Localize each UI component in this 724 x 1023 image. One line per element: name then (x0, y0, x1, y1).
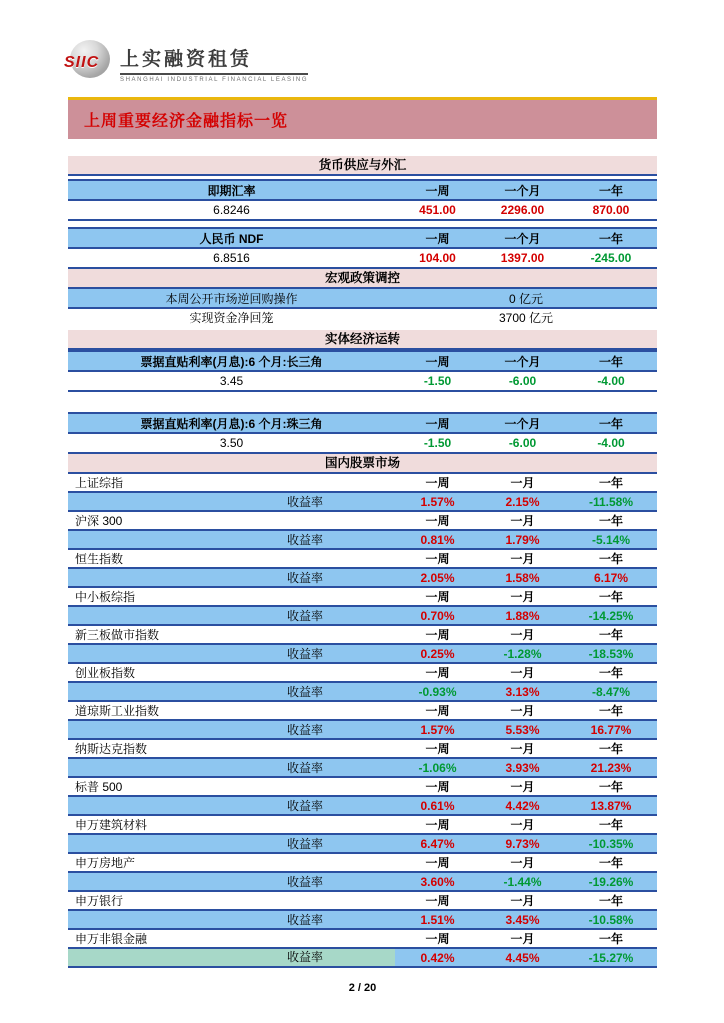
period-header: 一月 (510, 666, 535, 680)
yield-value: 1.79% (505, 532, 540, 547)
indicator-label: 票据直贴利率(月息):6 个月:长三角 (140, 354, 323, 369)
period-header: 一年 (598, 552, 623, 566)
period-header: 一年 (598, 354, 623, 369)
current-value: 3.50 (219, 436, 244, 450)
page-number: 2 / 20 (348, 982, 377, 994)
period-header: 一周 (425, 932, 450, 946)
period-header: 一月 (510, 932, 535, 946)
period-header: 一年 (598, 818, 623, 832)
siic-globe-icon (64, 40, 110, 78)
kv-row (68, 309, 657, 326)
period-header: 一年 (598, 590, 623, 604)
period-header: 一周 (425, 818, 450, 832)
stock-name-row (68, 854, 657, 873)
yield-value: 3.93% (505, 760, 540, 775)
period-header: 一周 (425, 552, 450, 566)
yield-value: 2.15% (505, 494, 540, 509)
stock-yield-row (68, 759, 657, 778)
stock-name: 上证综指 (75, 476, 124, 490)
period-header: 一个月 (504, 354, 541, 369)
period-header: 一月 (510, 590, 535, 604)
stock-name-row (68, 740, 657, 759)
period-header: 一周 (425, 666, 450, 680)
stock-name-row (68, 816, 657, 835)
change-value: 451.00 (419, 203, 456, 217)
kv-label: 实现资金净回笼 (189, 311, 274, 325)
period-header: 一月 (510, 514, 535, 528)
period-header: 一年 (598, 476, 623, 490)
period-header: 一年 (598, 231, 623, 246)
yield-label: 收益率 (286, 495, 323, 509)
period-header: 一周 (425, 231, 450, 246)
stock-name-row (68, 474, 657, 493)
section-economy (68, 330, 657, 454)
logo-text (120, 40, 308, 83)
indicator-label: 人民币 NDF (199, 231, 264, 246)
current-value: 6.8246 (213, 203, 250, 217)
yield-value: 13.87% (590, 798, 632, 813)
stock-yield-row (68, 493, 657, 512)
period-header: 一周 (425, 416, 450, 431)
period-header: 一年 (598, 628, 623, 642)
period-header: 一年 (598, 932, 623, 946)
company-logo (64, 40, 657, 90)
siic-wordmark: SIIC (64, 54, 100, 71)
yield-label: 收益率 (286, 875, 323, 889)
yield-value: 2.05% (420, 570, 455, 585)
indicator-value-row (68, 249, 657, 269)
stock-yield-row (68, 645, 657, 664)
change-value: 870.00 (592, 203, 630, 217)
stock-name: 纳斯达克指数 (75, 742, 148, 756)
yield-label: 收益率 (68, 949, 395, 966)
indicator-value-row (68, 372, 657, 392)
kv-value: 0 亿元 (508, 291, 543, 306)
yield-value: 3.60% (420, 874, 455, 889)
stock-name: 申万房地产 (75, 856, 136, 870)
period-header: 一月 (510, 628, 535, 642)
stock-name-row (68, 550, 657, 569)
period-header: 一年 (598, 780, 623, 794)
change-value: -4.00 (597, 436, 625, 450)
indicator-header-row (68, 352, 657, 372)
period-header: 一个月 (504, 416, 541, 431)
yield-value: 4.45% (505, 950, 540, 965)
change-value: -4.00 (597, 374, 625, 388)
yield-value: -14.25% (588, 608, 634, 623)
period-header: 一周 (425, 894, 450, 908)
stock-name: 道琼斯工业指数 (75, 704, 160, 718)
yield-value: -10.35% (588, 836, 634, 851)
stock-yield-row (68, 949, 657, 968)
change-value: 1397.00 (500, 251, 545, 265)
indicator-header-row (68, 229, 657, 249)
section-stocks (68, 454, 657, 968)
yield-value: -1.44% (503, 874, 542, 889)
company-name-cn: 上实融资租赁 (120, 44, 308, 75)
period-header: 一月 (510, 704, 535, 718)
period-header: 一年 (598, 666, 623, 680)
yield-label: 收益率 (286, 799, 323, 813)
company-name-en: SHANGHAI INDUSTRIAL FINANCIAL LEASING (120, 77, 309, 83)
section-title: 货币供应与外汇 (68, 156, 657, 176)
yield-value: 21.23% (590, 760, 632, 775)
section-title: 宏观政策调控 (68, 269, 657, 289)
period-header: 一周 (425, 476, 450, 490)
stock-yield-row (68, 797, 657, 816)
yield-label: 收益率 (286, 913, 323, 927)
stock-yield-row (68, 721, 657, 740)
stock-name: 申万建筑材料 (75, 818, 148, 832)
section-money (68, 156, 657, 269)
stock-name-row (68, 778, 657, 797)
yield-value: -1.28% (503, 646, 542, 661)
yield-value: -19.26% (588, 874, 634, 889)
current-value: 6.8516 (213, 251, 250, 265)
indicator-value-row (68, 434, 657, 454)
period-header: 一周 (425, 183, 450, 198)
period-header: 一月 (510, 742, 535, 756)
change-value: -6.00 (508, 374, 537, 388)
kv-row (68, 289, 657, 309)
period-header: 一周 (425, 780, 450, 794)
stock-name-row (68, 512, 657, 531)
kv-label: 本周公开市场逆回购操作 (165, 291, 298, 306)
period-header: 一月 (510, 780, 535, 794)
page-title: 上周重要经济金融指标一览 (68, 100, 657, 139)
change-value: 2296.00 (500, 203, 545, 217)
yield-value: -18.53% (588, 646, 634, 661)
yield-value: 0.70% (420, 608, 455, 623)
stock-name-row (68, 626, 657, 645)
section-title: 国内股票市场 (68, 454, 657, 474)
change-value: 104.00 (419, 251, 456, 265)
period-header: 一月 (510, 476, 535, 490)
yield-label: 收益率 (286, 571, 323, 585)
change-value: -6.00 (508, 436, 537, 450)
period-header: 一月 (510, 552, 535, 566)
stock-name: 沪深 300 (75, 514, 123, 528)
yield-value: 0.42% (420, 950, 455, 965)
period-header: 一月 (510, 894, 535, 908)
yield-value: 0.81% (420, 532, 455, 547)
indicator-value-row (68, 201, 657, 221)
stock-name: 申万非银金融 (75, 932, 148, 946)
yield-value: 16.77% (590, 722, 632, 737)
yield-value: 6.17% (593, 570, 629, 585)
kv-value: 3700 亿元 (498, 311, 554, 325)
stock-yield-row (68, 911, 657, 930)
period-header: 一周 (425, 514, 450, 528)
yield-value: 0.25% (420, 646, 455, 661)
period-header: 一周 (425, 742, 450, 756)
period-header: 一周 (425, 704, 450, 718)
indicator-label: 即期汇率 (207, 183, 256, 198)
yield-label: 收益率 (286, 761, 323, 775)
indicator-header-row (68, 181, 657, 201)
stock-yield-row (68, 683, 657, 702)
yield-value: -0.93% (418, 684, 457, 699)
yield-value: -5.14% (591, 532, 631, 547)
yield-label: 收益率 (286, 837, 323, 851)
stock-name: 中小板综指 (75, 590, 136, 604)
indicator-table (68, 412, 657, 454)
change-value: -1.50 (423, 374, 452, 388)
yield-label: 收益率 (286, 685, 323, 699)
period-header: 一年 (598, 856, 623, 870)
yield-value: 9.73% (505, 836, 540, 851)
yield-value: 3.13% (505, 684, 540, 699)
current-value: 3.45 (219, 374, 244, 388)
change-value: -245.00 (590, 251, 632, 265)
stock-name-row (68, 664, 657, 683)
yield-value: 1.88% (505, 608, 540, 623)
stock-name: 恒生指数 (75, 552, 124, 566)
period-header: 一年 (598, 704, 623, 718)
period-header: 一个月 (504, 231, 541, 246)
period-header: 一年 (598, 416, 623, 431)
yield-value: -10.58% (588, 912, 634, 927)
stock-name: 申万银行 (75, 894, 124, 908)
section-title: 实体经济运转 (68, 330, 657, 350)
period-header: 一个月 (504, 183, 541, 198)
stock-name: 标普 500 (75, 780, 123, 794)
yield-label: 收益率 (286, 533, 323, 547)
yield-value: -15.27% (588, 950, 634, 965)
change-value: -1.50 (423, 436, 452, 450)
indicator-table (68, 179, 657, 221)
yield-label: 收益率 (286, 647, 323, 661)
stock-name: 新三板做市指数 (75, 628, 160, 642)
stock-yield-row (68, 835, 657, 854)
report-body (68, 156, 657, 968)
yield-label: 收益率 (286, 723, 323, 737)
yield-value: -8.47% (591, 684, 631, 699)
yield-value: 5.53% (505, 722, 540, 737)
period-header: 一年 (598, 894, 623, 908)
stock-name-row (68, 930, 657, 949)
yield-value: 3.45% (505, 912, 540, 927)
yield-value: 4.42% (505, 798, 540, 813)
yield-value: 1.58% (505, 570, 540, 585)
period-header: 一周 (425, 628, 450, 642)
yield-value: 1.57% (420, 494, 455, 509)
period-header: 一年 (598, 742, 623, 756)
stock-name-row (68, 588, 657, 607)
yield-value: 1.51% (420, 912, 455, 927)
indicator-header-row (68, 414, 657, 434)
stock-name-row (68, 892, 657, 911)
yield-value: -11.58% (588, 494, 634, 509)
period-header: 一月 (510, 856, 535, 870)
indicator-table (68, 227, 657, 269)
indicator-label: 票据直贴利率(月息):6 个月:珠三角 (140, 416, 323, 431)
yield-value: 0.61% (420, 798, 455, 813)
period-header: 一年 (598, 183, 623, 198)
yield-value: 6.47% (420, 836, 455, 851)
period-header: 一年 (598, 514, 623, 528)
stock-yield-row (68, 531, 657, 550)
section-policy (68, 269, 657, 326)
stock-yield-row (68, 873, 657, 892)
yield-value: -1.06% (418, 760, 457, 775)
yield-value: 1.57% (420, 722, 455, 737)
stock-yield-row (68, 569, 657, 588)
stock-yield-row (68, 607, 657, 626)
period-header: 一周 (425, 590, 450, 604)
page-content (64, 0, 657, 994)
yield-label: 收益率 (286, 609, 323, 623)
period-header: 一月 (510, 818, 535, 832)
indicator-table (68, 350, 657, 392)
period-header: 一周 (425, 856, 450, 870)
period-header: 一周 (425, 354, 450, 369)
stock-name-row (68, 702, 657, 721)
stock-name: 创业板指数 (75, 666, 136, 680)
